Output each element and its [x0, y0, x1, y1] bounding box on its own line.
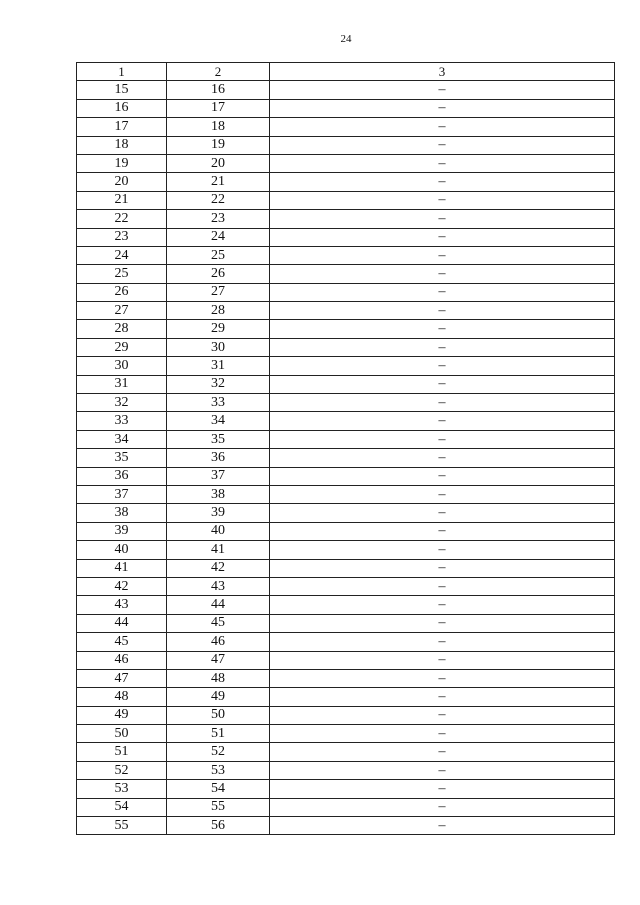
- table-row: [77, 283, 615, 301]
- table-cell-col2: 40: [167, 522, 270, 540]
- column-header-1: 1: [77, 63, 167, 81]
- table-row: [77, 118, 615, 136]
- table-cell-col1: 30: [77, 357, 167, 375]
- table-cell-col2: 16: [167, 81, 270, 99]
- table-row: [77, 467, 615, 485]
- table-cell-col2: 34: [167, 412, 270, 430]
- table-cell-col2: 41: [167, 541, 270, 559]
- table-row: [77, 614, 615, 632]
- table-row: [77, 154, 615, 172]
- table-row: [77, 375, 615, 393]
- table-cell-col3: –: [270, 798, 615, 816]
- table-cell-col3: –: [270, 338, 615, 356]
- table-row: [77, 210, 615, 228]
- table-cell-col2: 50: [167, 706, 270, 724]
- table-cell-col2: 42: [167, 559, 270, 577]
- table-row: [77, 541, 615, 559]
- table-cell-col2: 44: [167, 596, 270, 614]
- table-row: [77, 357, 615, 375]
- table-cell-col2: 43: [167, 577, 270, 595]
- table-cell-col1: 23: [77, 228, 167, 246]
- table-cell-col1: 46: [77, 651, 167, 669]
- table-cell-col2: 23: [167, 210, 270, 228]
- table-row: [77, 688, 615, 706]
- table-cell-col1: 32: [77, 394, 167, 412]
- table-cell-col3: –: [270, 817, 615, 835]
- table-cell-col3: –: [270, 246, 615, 264]
- table-row: [77, 743, 615, 761]
- table-cell-col3: –: [270, 210, 615, 228]
- column-header-3: 3: [270, 63, 615, 81]
- page-number: 24: [340, 33, 352, 45]
- table-cell-col3: –: [270, 81, 615, 99]
- table-cell-col2: 46: [167, 633, 270, 651]
- table-cell-col3: –: [270, 228, 615, 246]
- table-row: [77, 302, 615, 320]
- table-cell-col3: –: [270, 780, 615, 798]
- table-row: [77, 577, 615, 595]
- table-row: [77, 485, 615, 503]
- table-cell-col2: 49: [167, 688, 270, 706]
- table-cell-col3: –: [270, 265, 615, 283]
- table-cell-col1: 19: [77, 154, 167, 172]
- table-cell-col3: –: [270, 577, 615, 595]
- table-cell-col1: 49: [77, 706, 167, 724]
- table-cell-col1: 33: [77, 412, 167, 430]
- table-row: [77, 817, 615, 835]
- table-cell-col2: 55: [167, 798, 270, 816]
- table-cell-col1: 42: [77, 577, 167, 595]
- table-cell-col1: 27: [77, 302, 167, 320]
- table-cell-col3: –: [270, 99, 615, 117]
- table-cell-col1: 50: [77, 725, 167, 743]
- table-cell-col1: 52: [77, 761, 167, 779]
- column-header-2: 2: [167, 63, 270, 81]
- table-cell-col1: 39: [77, 522, 167, 540]
- table-row: [77, 633, 615, 651]
- table-cell-col2: 35: [167, 430, 270, 448]
- table-row: [77, 504, 615, 522]
- table-row: [77, 99, 615, 117]
- table-cell-col1: 54: [77, 798, 167, 816]
- table-cell-col3: –: [270, 761, 615, 779]
- table-row: [77, 173, 615, 191]
- table-cell-col3: –: [270, 559, 615, 577]
- table-row: [77, 798, 615, 816]
- table-header-row: [77, 63, 615, 81]
- table-cell-col1: 45: [77, 633, 167, 651]
- data-table: [76, 62, 615, 835]
- table-cell-col2: 31: [167, 357, 270, 375]
- table-row: [77, 191, 615, 209]
- table-cell-col3: –: [270, 467, 615, 485]
- table-cell-col2: 18: [167, 118, 270, 136]
- table-cell-col1: 53: [77, 780, 167, 798]
- table-cell-col3: –: [270, 541, 615, 559]
- table-cell-col3: –: [270, 688, 615, 706]
- table-cell-col1: 47: [77, 669, 167, 687]
- table-cell-col3: –: [270, 154, 615, 172]
- table-cell-col3: –: [270, 136, 615, 154]
- table-row: [77, 320, 615, 338]
- table-cell-col1: 51: [77, 743, 167, 761]
- table-cell-col2: 33: [167, 394, 270, 412]
- table-cell-col1: 37: [77, 485, 167, 503]
- table-row: [77, 430, 615, 448]
- table-cell-col2: 51: [167, 725, 270, 743]
- table-row: [77, 725, 615, 743]
- table-row: [77, 228, 615, 246]
- table-cell-col1: 44: [77, 614, 167, 632]
- table-cell-col3: –: [270, 320, 615, 338]
- table-cell-col2: 24: [167, 228, 270, 246]
- table-row: [77, 394, 615, 412]
- table-cell-col2: 28: [167, 302, 270, 320]
- table-cell-col3: –: [270, 633, 615, 651]
- table-row: [77, 81, 615, 99]
- table-cell-col3: –: [270, 522, 615, 540]
- table-cell-col2: 36: [167, 449, 270, 467]
- table-cell-col1: 24: [77, 246, 167, 264]
- table-cell-col1: 17: [77, 118, 167, 136]
- table-cell-col1: 41: [77, 559, 167, 577]
- table-cell-col3: –: [270, 725, 615, 743]
- table-cell-col1: 20: [77, 173, 167, 191]
- table-cell-col2: 19: [167, 136, 270, 154]
- table-cell-col3: –: [270, 449, 615, 467]
- table-row: [77, 246, 615, 264]
- table-cell-col2: 37: [167, 467, 270, 485]
- table-cell-col1: 26: [77, 283, 167, 301]
- table-cell-col2: 21: [167, 173, 270, 191]
- table-cell-col1: 55: [77, 817, 167, 835]
- table-cell-col1: 36: [77, 467, 167, 485]
- table-cell-col2: 26: [167, 265, 270, 283]
- table-body: [77, 81, 615, 835]
- table-cell-col3: –: [270, 357, 615, 375]
- table-cell-col2: 38: [167, 485, 270, 503]
- table-cell-col3: –: [270, 412, 615, 430]
- table-row: [77, 412, 615, 430]
- table-cell-col2: 25: [167, 246, 270, 264]
- table-cell-col1: 28: [77, 320, 167, 338]
- table-cell-col2: 32: [167, 375, 270, 393]
- table-cell-col2: 53: [167, 761, 270, 779]
- table-cell-col1: 15: [77, 81, 167, 99]
- table-cell-col1: 38: [77, 504, 167, 522]
- table-cell-col2: 39: [167, 504, 270, 522]
- table-row: [77, 338, 615, 356]
- table-cell-col2: 48: [167, 669, 270, 687]
- table-cell-col3: –: [270, 485, 615, 503]
- table-row: [77, 136, 615, 154]
- table-row: [77, 559, 615, 577]
- table-cell-col3: –: [270, 596, 615, 614]
- table-cell-col3: –: [270, 173, 615, 191]
- table-cell-col1: 22: [77, 210, 167, 228]
- table-cell-col3: –: [270, 394, 615, 412]
- table-cell-col1: 40: [77, 541, 167, 559]
- table-row: [77, 780, 615, 798]
- table-row: [77, 651, 615, 669]
- table-cell-col2: 52: [167, 743, 270, 761]
- table-cell-col2: 47: [167, 651, 270, 669]
- table-cell-col2: 56: [167, 817, 270, 835]
- table-cell-col3: –: [270, 743, 615, 761]
- table-cell-col3: –: [270, 430, 615, 448]
- table-cell-col2: 30: [167, 338, 270, 356]
- table-cell-col3: –: [270, 375, 615, 393]
- table-cell-col2: 20: [167, 154, 270, 172]
- table-cell-col1: 34: [77, 430, 167, 448]
- table-cell-col3: –: [270, 614, 615, 632]
- table-cell-col3: –: [270, 504, 615, 522]
- table-cell-col1: 43: [77, 596, 167, 614]
- table-cell-col3: –: [270, 302, 615, 320]
- table-cell-col2: 54: [167, 780, 270, 798]
- table-cell-col3: –: [270, 191, 615, 209]
- table-cell-col2: 29: [167, 320, 270, 338]
- table-cell-col3: –: [270, 706, 615, 724]
- table-cell-col2: 22: [167, 191, 270, 209]
- table-cell-col2: 27: [167, 283, 270, 301]
- table-row: [77, 706, 615, 724]
- table-cell-col1: 25: [77, 265, 167, 283]
- table-cell-col1: 29: [77, 338, 167, 356]
- table-cell-col3: –: [270, 651, 615, 669]
- table-row: [77, 522, 615, 540]
- table-cell-col3: –: [270, 118, 615, 136]
- table-row: [77, 761, 615, 779]
- table-row: [77, 669, 615, 687]
- table-cell-col3: –: [270, 283, 615, 301]
- table-row: [77, 596, 615, 614]
- table-cell-col1: 21: [77, 191, 167, 209]
- table-cell-col1: 35: [77, 449, 167, 467]
- table-cell-col2: 17: [167, 99, 270, 117]
- table-cell-col1: 48: [77, 688, 167, 706]
- table-cell-col1: 18: [77, 136, 167, 154]
- table-row: [77, 449, 615, 467]
- table-cell-col1: 16: [77, 99, 167, 117]
- table-row: [77, 265, 615, 283]
- table-cell-col3: –: [270, 669, 615, 687]
- table-cell-col1: 31: [77, 375, 167, 393]
- table-cell-col2: 45: [167, 614, 270, 632]
